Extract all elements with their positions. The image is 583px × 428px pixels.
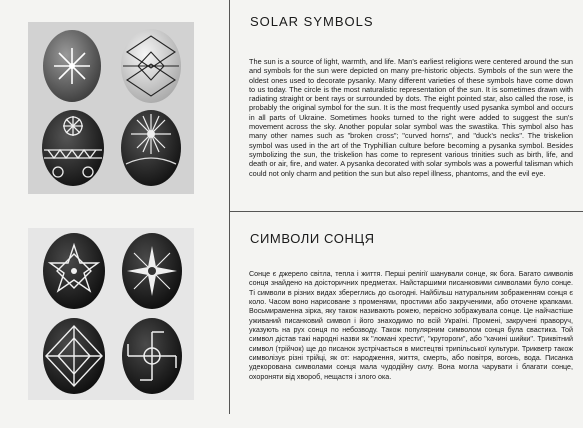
body-text-english: The sun is a source of light, warmth, and life. Man's earliest religions were centered around the sun and symbols for the sun were depicted on many pre-historic objects. Symbols of the sun were the oldest ones used to decorate pysanky. Many different varieties of these symbols have come down to us today. The circle is the most naturalistic representation of the sun. It is sometimes drawn with radiating straight or bent rays or surrounded by dots. The eight pointed star, also called the rose, is probably the original symbol for the sun. It is the most frequently used pysanka symbol and occurs in all parts of Ukraine. Sometimes hooks turned to the right were added to suggest the sun's movement across the sky. Another popular solar symbol was the swastika. This symbol also has many other names such as "broken cross"; "curved horns", and "duck's necks". The triskelion symbol was used in the art of the Tryphillian culture before becoming a pysanka symbol. Besides symbolizing the sun, the triskelion has come to represent various trinities such as birth, life, and death or air, fire, and water. A pysanka decorated with solar symbols was a powerful talisman which could not only charm and petition the sun but also repel illness, phantoms, and the evil eye.: [249, 57, 573, 178]
egg-triskelion: [43, 318, 105, 394]
heading-symvoly-sontsia: СИМВОЛИ СОНЦЯ: [250, 231, 375, 246]
photo-solar-eggs-bottom: [28, 228, 194, 400]
egg-black-rosette: [42, 110, 104, 186]
horizontal-rule: [229, 211, 583, 212]
egg-eight-point-star: [43, 233, 105, 309]
photo-solar-eggs-top: [28, 22, 194, 194]
egg-white-geometric: [121, 29, 181, 103]
egg-rose-star: [122, 233, 182, 309]
egg-swastika: [122, 318, 182, 394]
body-text-ukrainian: Сонце є джерело світла, тепла і життя. Перші релігії шанували сонце, як бога. Багато символів сонця знайдено на доісторичних предметах. Найстаршими писанковими символами було сонце. Ті символи в різних видах збереглись до сьогодні. Найбільш натуральним зображенням сонця є коло. Часом воно нарисоване з променями, простими або закрученими, або оточене крапками. Восьмираменна зірка, яку також називають рожею, первісно зображувала сонце. Це найчастіше уживаний писанковий символ і його знаходимо по всій Україні. Промені, закручені праворуч, указують на рух сонця по небозводу. Також популярним символом сонця була свастика. Той символ дістав такі народні назви як "ломані хрести", "крутороги", або "качині шийки". Триквітний символ (трійчок) ще до писанок зустрічається в мистецтві трипільської культури. Трикветр також символізує різні трійці, як от: народження, життя, смерть, або повітря, вогонь, вода. Писанка удекорована символами сонця мала чудодійну силу. Вона могла чарувати і благати сонце, охороняти від хвороб, нещастя і злого ока.: [249, 270, 573, 381]
vertical-rule: [229, 0, 230, 414]
heading-solar-symbols: SOLAR SYMBOLS: [250, 14, 374, 29]
egg-black-sunburst: [121, 110, 181, 186]
egg-gray-star: [43, 30, 101, 102]
